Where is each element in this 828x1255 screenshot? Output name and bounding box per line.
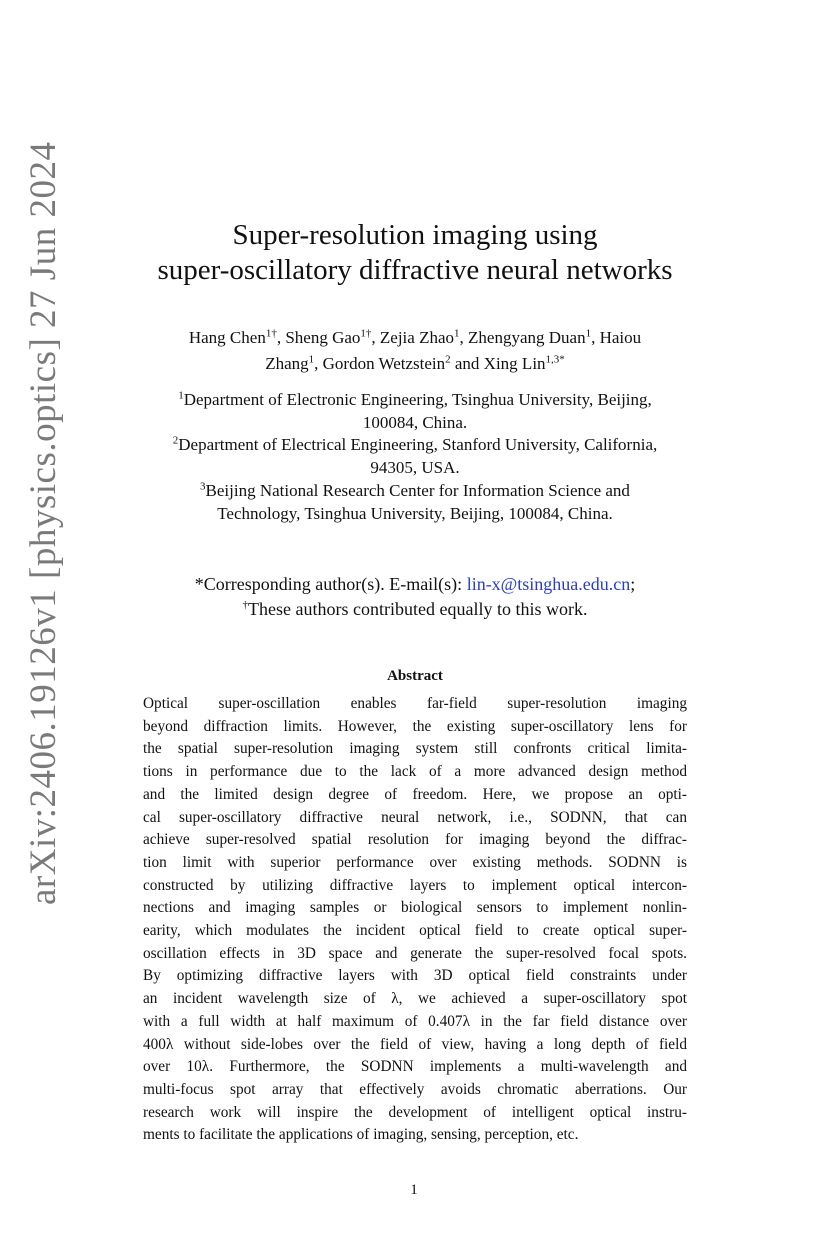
affiliation-text: Beijing National Research Center for Information Science and	[205, 480, 630, 500]
affiliation-2-line-2: 94305, USA.	[370, 458, 460, 478]
affiliation-list	[100, 389, 730, 525]
author-affil-mark: 1,3*	[545, 353, 565, 366]
title-line-2: super-oscillatory diffractive neural networks	[157, 254, 673, 286]
author-affil-mark: 1†	[265, 327, 277, 340]
abstract-line: ments to facilitate the applications of imaging, sensing, perception, etc.	[143, 1126, 579, 1144]
paper-title	[100, 218, 730, 288]
abstract-line: constructed by utilizing diffractive layers to implement optical intercon-	[143, 876, 687, 894]
author-name: , Sheng Gao	[276, 328, 361, 347]
email-link[interactable]: lin-x@tsinghua.edu.cn	[466, 574, 631, 594]
author-name: , Haiou	[591, 328, 642, 347]
corresponding-suffix: ;	[630, 574, 636, 594]
author-affil-mark: 1	[585, 327, 592, 340]
equal-contribution-note: These authors contributed equally to this work.	[248, 599, 588, 619]
abstract-body	[143, 693, 687, 1147]
author-affil-mark: 2	[445, 353, 451, 366]
abstract-line: tion limit with superior performance over existing methods. SODNN is	[143, 853, 687, 871]
affiliation-1-line-1	[100, 389, 730, 412]
abstract-line: tions in performance due to the lack of a more advanced design method	[143, 763, 687, 781]
affiliation-3-line-1	[100, 480, 730, 503]
abstract-line: earity, which modulates the incident optical field to create optical super-	[143, 922, 687, 940]
affiliation-1-line-2: 100084, China.	[362, 412, 468, 432]
equal-contribution-line	[100, 597, 730, 622]
author-name: Hang Chen	[188, 328, 266, 347]
page-number: 1	[410, 1182, 418, 1198]
affiliation-mark: 1	[178, 389, 184, 402]
affiliation-mark: 3	[200, 480, 206, 493]
author-name: Zhang	[265, 354, 309, 373]
author-name: , Zhengyang Duan	[459, 328, 586, 347]
author-affil-mark: 1†	[360, 327, 372, 340]
affiliation-text: Department of Electronic Engineering, Tsinghua University, Beijing,	[183, 390, 652, 409]
abstract-line: over 10λ. Furthermore, the SODNN implements a multi-wavelength and	[143, 1058, 687, 1076]
author-name: , Zejia Zhao	[371, 328, 455, 347]
arxiv-identifier-text: arXiv:2406.19126v1 [physics.optics] 27 Jun 2024	[23, 141, 64, 905]
abstract-line: and the limited design degree of freedom. Here, we propose an opti-	[143, 785, 687, 803]
correspondence-block	[100, 572, 730, 622]
abstract-line: oscillation effects in 3D space and generate the super-resolved focal spots.	[143, 944, 687, 962]
author-affil-mark: 1	[308, 353, 315, 366]
abstract-line: research work will inspire the development of intelligent optical instru-	[143, 1103, 687, 1121]
author-line-1	[100, 325, 730, 351]
abstract-line: nections and imaging samples or biological sensors to implement nonlin-	[143, 899, 687, 917]
abstract-line: 400λ without side-lobes over the field of view, having a long depth of field	[143, 1035, 687, 1053]
abstract-line: multi-focus spot array that effectively avoids chromatic aberrations. Our	[143, 1080, 687, 1098]
author-line-2	[100, 351, 730, 377]
abstract-line: achieve super-resolved spatial resolution for imaging beyond the diffrac-	[143, 831, 687, 849]
abstract-line: Optical super-oscillation enables far-field super-resolution imaging	[143, 695, 687, 712]
abstract-line: beyond diffraction limits. However, the existing super-oscillatory lens for	[143, 717, 687, 735]
title-line-1: Super-resolution imaging using	[232, 219, 598, 251]
abstract-line: the spatial super-resolution imaging system still confronts critical limita-	[143, 740, 687, 758]
corresponding-author-line	[100, 572, 730, 597]
affiliation-2-line-1	[100, 434, 730, 457]
affiliation-mark: 2	[172, 434, 179, 447]
affiliation-3-line-2: Technology, Tsinghua University, Beijing, 100084, China.	[217, 503, 613, 523]
author-name: and Xing Lin	[450, 354, 546, 373]
corresponding-prefix: *Corresponding author(s). E-mail(s):	[194, 574, 467, 594]
arxiv-identifier-stamp	[16, 120, 72, 905]
abstract-line: cal super-oscillatory diffractive neural network, i.e., SODNN, that can	[143, 808, 687, 826]
dagger-mark: †	[242, 599, 249, 611]
abstract-line: By optimizing diffractive layers with 3D optical field constraints under	[143, 967, 687, 985]
affiliation-text: Department of Electrical Engineering, Stanford University, California,	[178, 435, 658, 455]
author-list	[100, 325, 730, 377]
author-name: , Gordon Wetzstein	[314, 354, 446, 373]
abstract-line: an incident wavelength size of λ, we achieved a super-oscillatory spot	[143, 990, 687, 1008]
author-affil-mark: 1	[454, 327, 460, 340]
abstract-line: with a full width at half maximum of 0.407λ in the far field distance over	[143, 1012, 687, 1030]
abstract-heading: Abstract	[387, 668, 443, 684]
